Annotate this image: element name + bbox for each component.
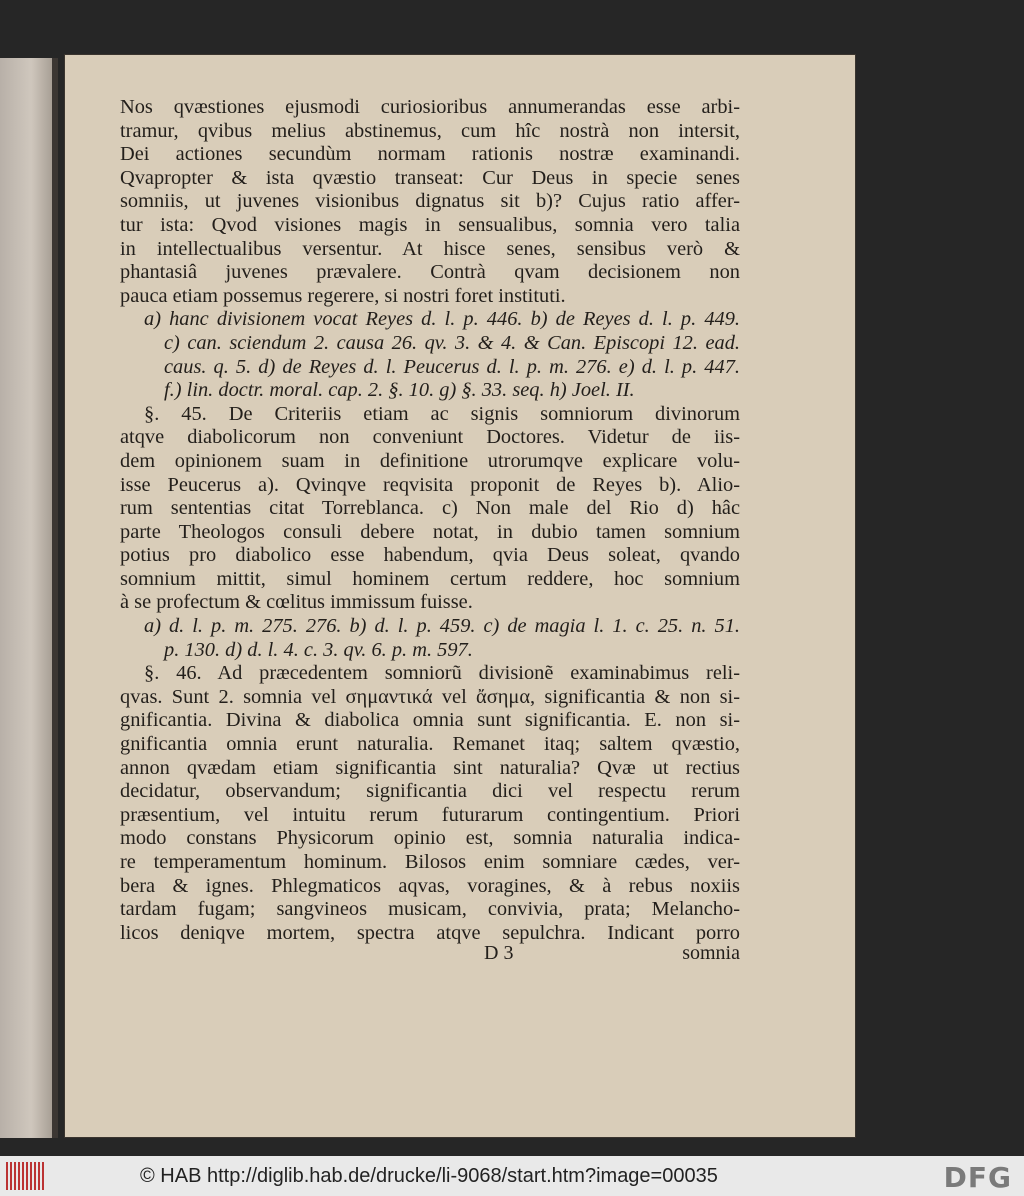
text-line: re temperamentum hominum. Bilosos enim somniare cædes, ver- <box>120 851 740 873</box>
text-line: qvas. Sunt 2. somnia vel σημαντικά vel ἄσημα, significantia & non si- <box>120 685 740 708</box>
text-line: gnificantia. Divina & diabolica omnia sunt significantia. E. non si- <box>120 709 740 732</box>
text-line: somniis, ut juvenes visionibus dignatus sit b)? Cujus ratio affer- <box>120 190 740 213</box>
text-line: dem opinionem suam in definitione utrorumqve explicare volu- <box>120 449 740 472</box>
page-footer <box>184 942 740 968</box>
footnote-line: a) d. l. p. m. 275. 276. b) d. l. p. 459. c) de magia l. 1. c. 25. n. 51. <box>144 615 740 638</box>
text-line: gnificantia omnia erunt naturalia. Remanet itaq; saltem qvæstio, <box>120 733 740 756</box>
text-line: tramur, qvibus melius abstinemus, cum hîc nostrà non intersit, <box>120 119 740 142</box>
text-line: decidatur, observandum; significantia dici vel respectu rerum <box>120 780 740 803</box>
footnote-line: p. 130. d) d. l. 4. c. 3. qv. 6. p. m. 597. <box>164 638 473 661</box>
text-line: à se profectum & cœlitus immissum fuisse. <box>120 591 473 614</box>
text-line: atqve diabolicorum non conveniunt Doctores. Videtur de iis- <box>120 426 740 449</box>
text-line: bera & ignes. Phlegmaticos aqvas, voragines, & à rebus noxiis <box>120 874 740 897</box>
copyright-link[interactable]: © HAB http://diglib.hab.de/drucke/li-9068/start.htm?image=00035 <box>140 1165 718 1187</box>
book-page <box>64 54 856 1138</box>
signature-mark: D 3 <box>484 942 514 964</box>
dfg-logo: DFG <box>943 1161 1012 1194</box>
footnote-line: f.) lin. doctr. moral. cap. 2. §. 10. g) §. 33. seq. h) Joel. II. <box>164 379 635 402</box>
hab-logo-icon <box>6 1162 46 1190</box>
page-text <box>120 96 740 945</box>
text-line: in intellectualibus versentur. At hisce senes, sensibus verò & <box>120 237 740 260</box>
text-line: Nos qvæstiones ejusmodi curiosioribus annumerandas esse arbi- <box>120 96 740 118</box>
text-line: annon qvædam etiam significantia sint naturalia? Qvæ ut rectius <box>120 756 740 779</box>
footnote-line: caus. q. 5. d) de Reyes d. l. Peucerus d. l. p. m. 276. e) d. l. p. 447. <box>164 355 740 378</box>
text-line: rum sententias citat Torreblanca. c) Non male del Rio d) hâc <box>120 497 740 520</box>
text-line: Qvapropter & ista qvæstio transeat: Cur Deus in specie senes <box>120 166 740 189</box>
text-line: isse Peucerus a). Qvinqve reqvisita proponit de Reyes b). Alio- <box>120 473 740 496</box>
gutter <box>52 58 58 1138</box>
footnote-line: a) hanc divisionem vocat Reyes d. l. p. 446. b) de Reyes d. l. p. 449. <box>144 308 740 331</box>
footnote-line: c) can. sciendum 2. causa 26. qv. 3. & 4. & Can. Episcopi 12. ead. <box>164 331 740 354</box>
text-line: modo constans Physicorum opinio est, somnia naturalia indica- <box>120 827 740 850</box>
text-line: potius pro diabolico esse habendum, qvia Deus soleat, qvando <box>120 544 740 567</box>
text-line: licos deniqve mortem, spectra atqve sepulchra. Indicant porro <box>120 921 740 944</box>
text-line: phantasiâ juvenes prævalere. Contrà qvam decisionem non <box>120 261 740 284</box>
catchword: somnia <box>682 942 740 964</box>
text-line: tardam fugam; sangvineos musicam, convivia, prata; Melancho- <box>120 898 740 921</box>
section-heading-line: §. 45. De Criteriis etiam ac signis somniorum divinorum <box>144 402 740 425</box>
attribution-bar <box>0 1156 1024 1196</box>
section-heading-line: §. 46. Ad præcedentem somniorũ divisionẽ examinabimus reli- <box>144 662 740 685</box>
text-line: somnium mittit, simul hominem certum reddere, hoc somnium <box>120 567 740 590</box>
text-line: præsentium, vel intuitu rerum futurarum contingentium. Priori <box>120 803 740 826</box>
text-line: tur ista: Qvod visiones magis in sensualibus, somnia vero talia <box>120 213 740 236</box>
left-page-edge <box>0 58 54 1138</box>
text-line: Dei actiones secundùm normam rationis nostræ examinandi. <box>120 143 740 166</box>
text-line: pauca etiam possemus regerere, si nostri foret instituti. <box>120 284 566 307</box>
text-line: parte Theologos consuli debere notat, in dubio tamen somnium <box>120 520 740 543</box>
